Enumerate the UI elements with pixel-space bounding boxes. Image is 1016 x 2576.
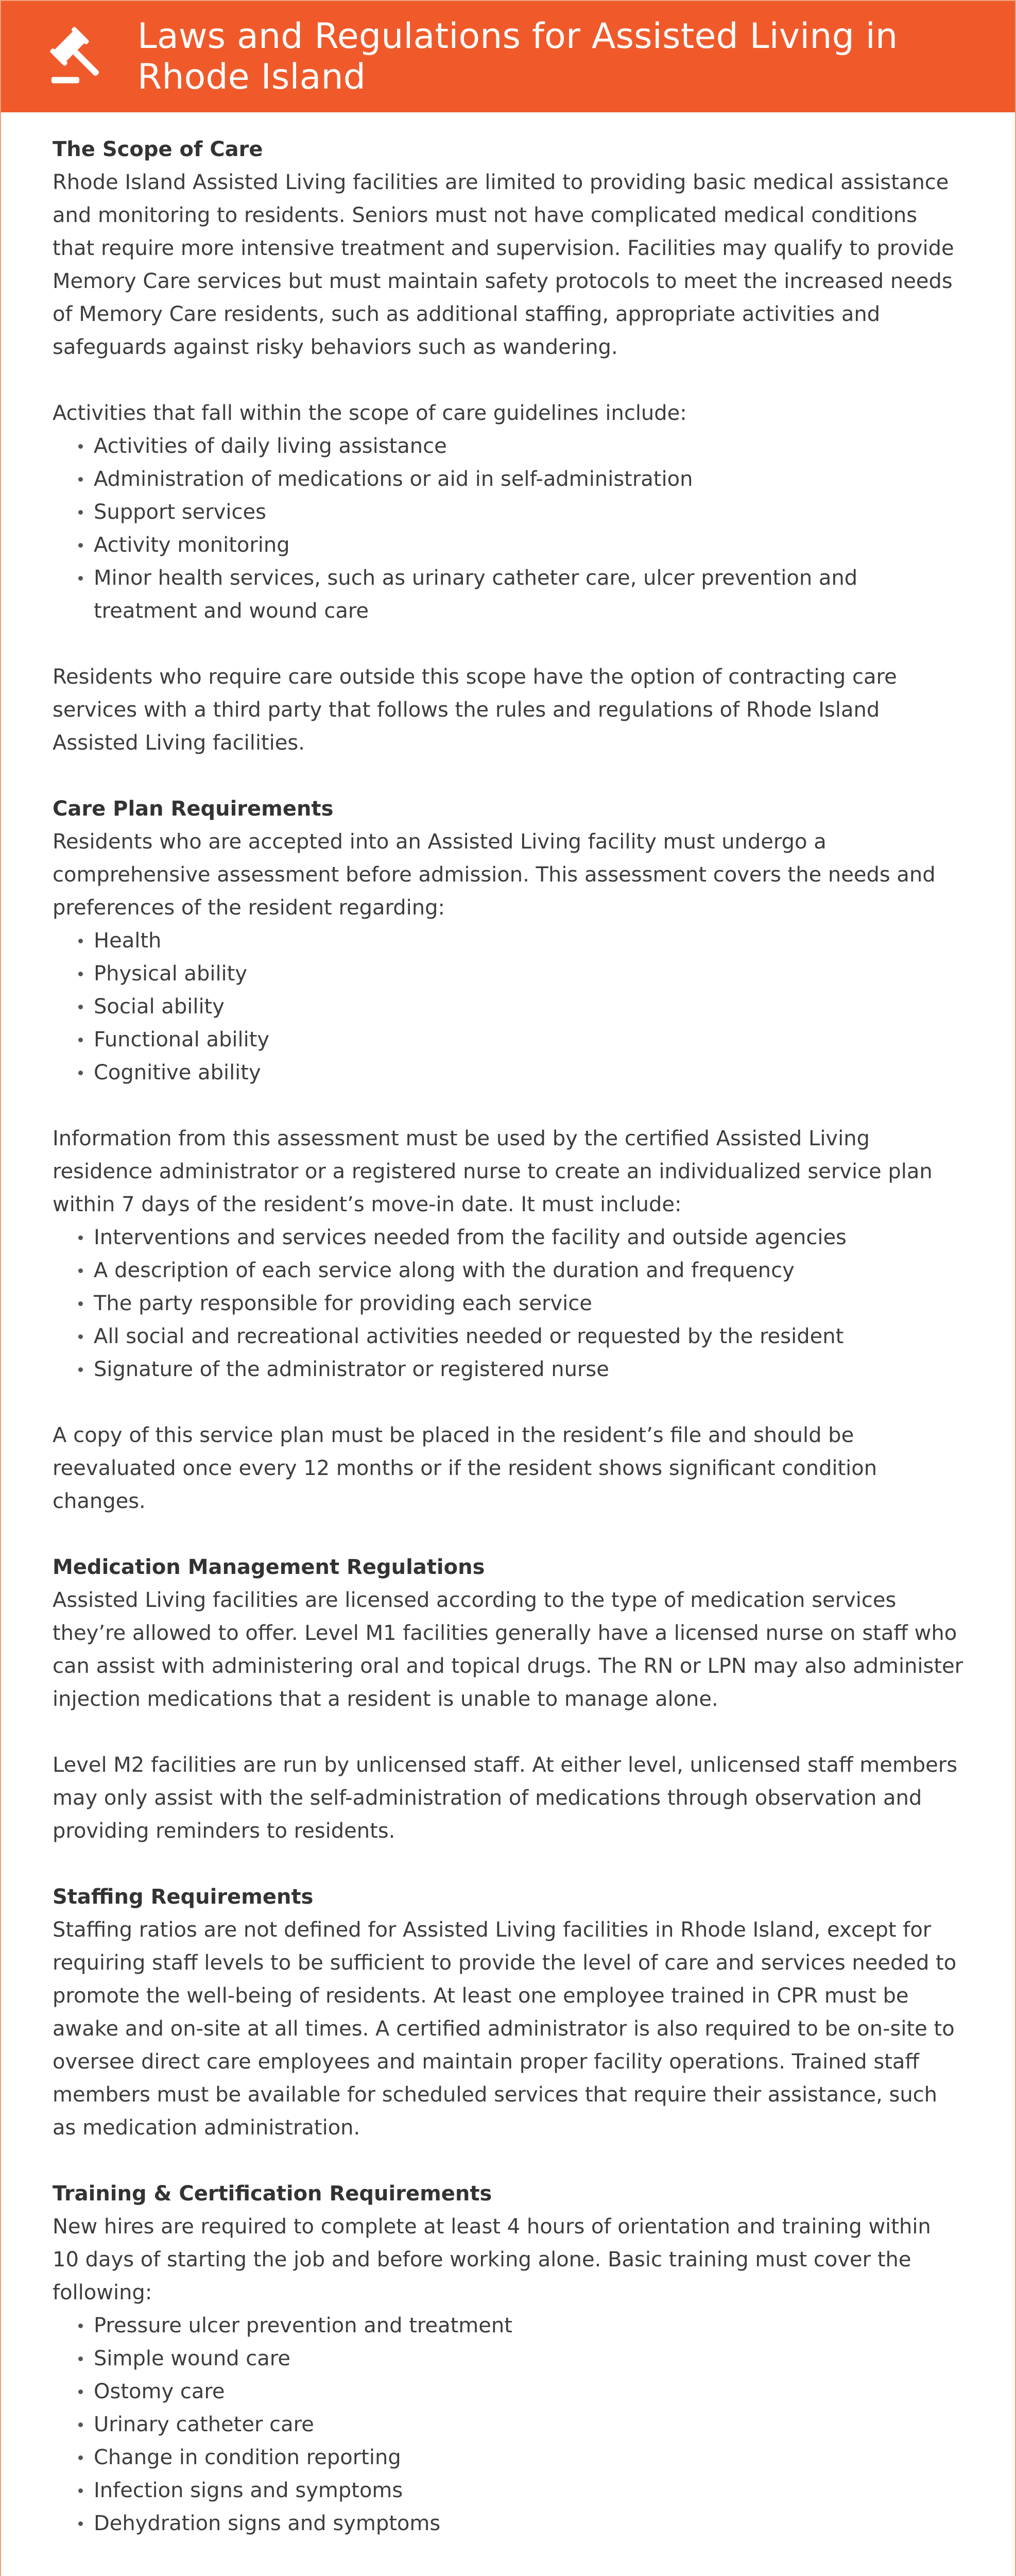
paragraph: Activities that fall within the scope of care guidelines include:	[53, 401, 687, 425]
list-item: Dehydration signs and symptoms	[78, 2507, 963, 2540]
bullet-list	[53, 924, 963, 1089]
list-item: Change in condition reporting	[78, 2441, 963, 2474]
paragraph: A copy of this service plan must be placed in the resident’s file and should be reevaluated once every 12 months or if the resident shows significant condition changes.	[53, 1423, 877, 1513]
paragraph: Residents who require care outside this scope have the option of contracting care services with a third party that follows the rules and regulations of Rhode Island Assisted Living facilities.	[53, 665, 897, 755]
list-item: A description of each service along with the duration and frequency	[78, 1254, 963, 1287]
list-item: Urinary catheter care	[78, 2408, 963, 2441]
section-medication-management	[53, 1551, 963, 1848]
list-item: Ostomy care	[78, 2375, 963, 2408]
section-care-plan	[53, 792, 963, 1518]
list-item: Social ability	[78, 990, 963, 1023]
list-item: The party responsible for providing each service	[78, 1287, 963, 1320]
list-item: Activities of daily living assistance	[78, 430, 963, 463]
list-item: Administration of medications or aid in self-administration	[78, 463, 963, 496]
page-header	[1, 1, 1015, 112]
list-item: Minor health services, such as urinary catheter care, ulcer prevention and treatment and wound care	[78, 562, 963, 628]
list-item: Physical ability	[78, 957, 963, 990]
bullet-list	[53, 430, 963, 628]
list-item: Interventions and services needed from the facility and outside agencies	[78, 1221, 963, 1254]
list-item: Pressure ulcer prevention and treatment	[78, 2309, 963, 2342]
section-heading: Care Plan Requirements	[53, 797, 334, 821]
paragraph: Information from this assessment must be used by the certified Assisted Living residence administrator or a registered nurse to create an individualized service plan within 7 days of the resident’s move-in date. It must include:	[53, 1127, 933, 1216]
article-body	[1, 112, 1015, 2576]
paragraph	[53, 2573, 963, 2576]
paragraph: Staffing ratios are not defined for Assisted Living facilities in Rhode Island, except for requiring staff levels to be sufficient to provide the level of care and services needed to promote the well-being of residents. At least one employee trained in CPR must be awake and on-site at all times. A certified administrator is also required to be on-site to oversee direct care employees and maintain proper facility operations. Trained staff members must be available for scheduled services that require their assistance, such as medication administration.	[53, 1918, 957, 2140]
section-heading: Staffing Requirements	[53, 1885, 314, 1909]
paragraph: Residents who are accepted into an Assisted Living facility must undergo a comprehensive assessment before admission. This assessment covers the needs and preferences of the resident regarding:	[53, 830, 936, 920]
list-item: Infection signs and symptoms	[78, 2474, 963, 2507]
list-item: All social and recreational activities needed or requested by the resident	[78, 1320, 963, 1353]
bullet-list	[53, 1221, 963, 1386]
paragraph: Rhode Island Assisted Living facilities are limited to providing basic medical assistance and monitoring to residents. Seniors must not have complicated medical conditions that require more intensive treatment and supervision. Facilities may qualify to provide Memory Care services but must maintain safety protocols to meet the increased needs of Memory Care residents, such as additional staffing, appropriate activities and safeguards against risky behaviors such as wandering.	[53, 171, 954, 359]
paragraph: Level M2 facilities are run by unlicensed staff. At either level, unlicensed staff members may only assist with the self-administration of medications through observation and providing reminders to residents.	[53, 1753, 958, 1843]
section-staffing	[53, 1880, 963, 2144]
section-heading: The Scope of Care	[53, 138, 263, 161]
section-heading: Medication Management Regulations	[53, 1555, 485, 1579]
list-item: Cognitive ability	[78, 1056, 963, 1089]
list-item: Health	[78, 924, 963, 957]
list-item: Activity monitoring	[78, 529, 963, 562]
gavel-icon	[46, 21, 110, 93]
paragraph: Assisted Living facilities are licensed according to the type of medication services they’re allowed to offer. Level M1 facilities generally have a licensed nurse on staff who can assist with administering oral and topical drugs. The RN or LPN may also administer injection medications that a resident is unable to manage alone.	[53, 1588, 963, 1711]
list-item: Simple wound care	[78, 2342, 963, 2375]
page-title: Laws and Regulations for Assisted Living in Rhode Island	[137, 16, 898, 97]
list-item: Signature of the administrator or registered nurse	[78, 1353, 963, 1386]
section-heading: Training & Certification Requirements	[53, 2182, 492, 2206]
paragraph: New hires are required to complete at least 4 hours of orientation and training within 10 days of starting the job and before working alone. Basic training must cover the following:	[53, 2215, 931, 2304]
section-training	[53, 2177, 963, 2576]
bullet-list	[53, 2309, 963, 2540]
list-item: Functional ability	[78, 1023, 963, 1056]
list-item: Support services	[78, 496, 963, 529]
section-scope-of-care	[53, 133, 963, 759]
